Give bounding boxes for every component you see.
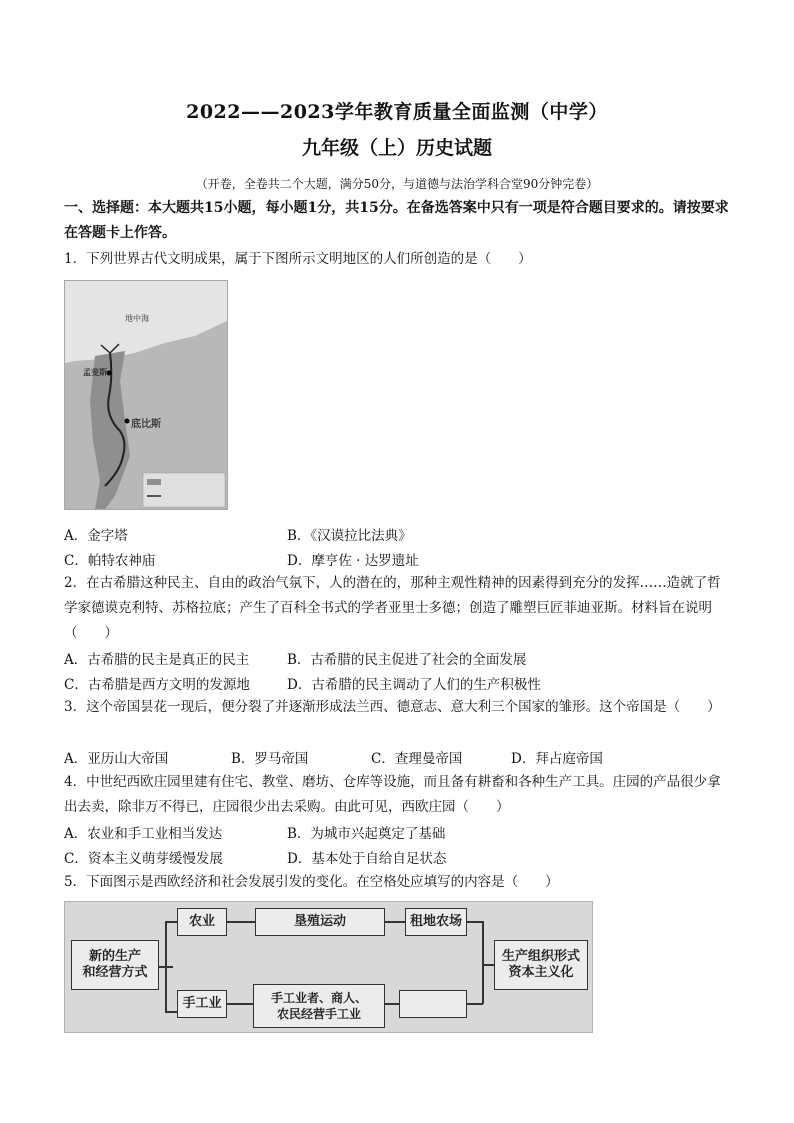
q4-option-a[interactable]: A．农业和手工业相当发达	[64, 826, 223, 842]
q3-option-c[interactable]: C．查理曼帝国	[371, 751, 463, 767]
section-heading: 一、选择题：本大题共15小题，每小题1分，共15分。在备选答案中只有一项是符合题目要求的。请按要求在答题卡上作答。	[64, 200, 729, 241]
capitalism-box: 生产组织形式 资本主义化	[494, 940, 588, 990]
reclamation-box: 垦殖运动	[255, 908, 385, 936]
map-label-memphis: 孟斐斯	[83, 368, 107, 377]
q2-option-d[interactable]: D．古希腊的民主调动了人们的生产积极性	[287, 677, 541, 693]
q3-option-a[interactable]: A．亚历山大帝国	[64, 751, 169, 767]
q4-option-d[interactable]: D．基本处于自给自足状态	[287, 851, 447, 867]
question-2-stem: 2．在古希腊这种民主、自由的政治气氛下，人的潜在的，那种主观性精神的因素得到充分的发挥……造就了哲学家德谟克利特、苏格拉底；产生了百科全书式的学者亚里士多德；创造了雕塑巨匠菲迪亚斯。材料旨在说明（ ）	[64, 575, 721, 641]
q3-option-d[interactable]: D．拜占庭帝国	[511, 751, 603, 767]
question-1-stem: 1．下列世界古代文明成果，属于下图所示文明地区的人们所创造的是（ ）	[64, 251, 532, 267]
question-4-stem: 4．中世纪西欧庄园里建有住宅、教堂、磨坊、仓库等设施，而且备有耕畜和各种生产工具。庄园的产品很少拿出去卖，除非万不得已，庄园很少出去采购。由此可见，西欧庄园（ ）	[64, 774, 721, 815]
q1-option-d[interactable]: D．摩亨佐 · 达罗遗址	[287, 553, 419, 569]
tenant-farm-box: 租地农场	[405, 908, 467, 936]
q4-option-b[interactable]: B．为城市兴起奠定了基础	[287, 826, 446, 842]
new-production-box: 新的生产 和经营方式	[71, 940, 159, 990]
q3-option-b[interactable]: B．罗马帝国	[231, 751, 309, 767]
map-label-sea: 地中海	[125, 314, 149, 323]
q4-option-c[interactable]: C．资本主义萌芽缓慢发展	[64, 851, 223, 867]
egypt-map-image	[64, 280, 228, 510]
map-label-thebes: 底比斯	[131, 419, 161, 430]
exam-subtitle: 九年级（上）历史试题	[301, 137, 492, 159]
q1-option-c[interactable]: C．帕特农神庙	[64, 553, 156, 569]
q2-option-a[interactable]: A．古希腊的民主是真正的民主	[64, 652, 250, 668]
agriculture-box: 农业	[177, 908, 227, 936]
exam-note: （开卷，全卷共二个大题，满分50分，与道德与法治学科合堂90分钟完卷）	[195, 177, 599, 191]
q2-option-b[interactable]: B．古希腊的民主促进了社会的全面发展	[287, 652, 527, 668]
question-5-stem: 5．下面图示是西欧经济和社会发展引发的变化。在空格处应填写的内容是（ ）	[64, 874, 559, 890]
blank-answer-box[interactable]	[399, 990, 467, 1018]
exam-title: 2022——2023学年教育质量全面监测（中学）	[186, 101, 608, 123]
craftsmen-box: 手工业者、商人、 农民经营手工业	[253, 984, 385, 1028]
handicraft-box: 手工业	[177, 990, 227, 1018]
question-3-stem: 3．这个帝国昙花一现后，便分裂了并逐渐形成法兰西、德意志、意大利三个国家的雏形。这个帝国是（ ）	[64, 699, 721, 715]
q2-option-c[interactable]: C．古希腊是西方文明的发源地	[64, 677, 250, 693]
flow-diagram	[64, 901, 593, 1033]
q1-option-a[interactable]: A．金字塔	[64, 528, 128, 544]
q1-option-b[interactable]: B．《汉谟拉比法典》	[287, 528, 412, 544]
